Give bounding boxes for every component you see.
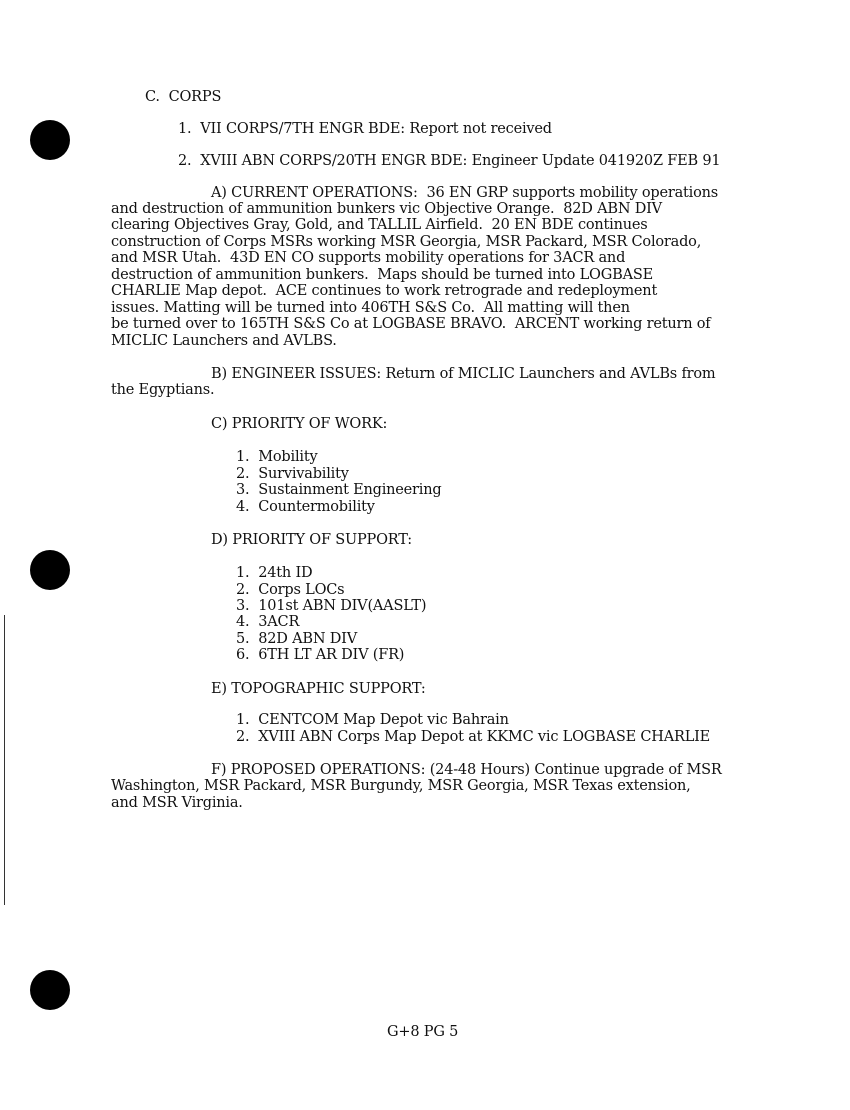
paragraph-line: MICLIC Launchers and AVLBS.	[111, 333, 337, 349]
list-item: 1. 24th ID	[236, 565, 313, 581]
list-item: 2. Survivability	[236, 466, 349, 482]
paragraph-line: CHARLIE Map depot. ACE continues to work retrograde and redeployment	[111, 283, 658, 299]
list-item: 2. Corps LOCs	[236, 582, 345, 598]
paragraph-line: Washington, MSR Packard, MSR Burgundy, MSR Georgia, MSR Texas extension,	[111, 778, 691, 794]
list-item: 1. CENTCOM Map Depot vic Bahrain	[236, 712, 509, 728]
list-item: 2. XVIII ABN Corps Map Depot at KKMC vic LOGBASE CHARLIE	[236, 729, 711, 745]
list-item: 3. 101st ABN DIV(AASLT)	[236, 598, 427, 614]
paragraph-line: clearing Objectives Gray, Gold, and TALLIL Airfield. 20 EN BDE continues	[111, 217, 648, 233]
list-item: 4. Countermobility	[236, 499, 375, 515]
section-heading: C. CORPS	[145, 89, 222, 105]
list-item: 3. Sustainment Engineering	[236, 482, 442, 498]
paragraph-line: and destruction of ammunition bunkers vic Objective Orange. 82D ABN DIV	[111, 201, 662, 217]
paragraph-line: issues. Matting will be turned into 406TH S&S Co. All matting will then	[111, 300, 630, 316]
punch-hole-middle	[30, 550, 70, 590]
punch-hole-bottom	[30, 970, 70, 1010]
paragraph-line: destruction of ammunition bunkers. Maps should be turned into LOGBASE	[111, 267, 653, 283]
margin-rule	[4, 615, 5, 905]
punch-hole-top	[30, 120, 70, 160]
priority-of-work-heading: C) PRIORITY OF WORK:	[211, 416, 388, 432]
paragraph-line: F) PROPOSED OPERATIONS: (24-48 Hours) Continue upgrade of MSR	[211, 762, 722, 778]
topographic-support-heading: E) TOPOGRAPHIC SUPPORT:	[211, 681, 426, 697]
paragraph-line: B) ENGINEER ISSUES: Return of MICLIC Launchers and AVLBs from	[211, 366, 716, 382]
paragraph-line: A) CURRENT OPERATIONS: 36 EN GRP supports mobility operations	[211, 185, 719, 201]
list-item: 1. Mobility	[236, 449, 318, 465]
paragraph-line: and MSR Virginia.	[111, 795, 243, 811]
list-item: 6. 6TH LT AR DIV (FR)	[236, 647, 405, 663]
paragraph-line: be turned over to 165TH S&S Co at LOGBASE BRAVO. ARCENT working return of	[111, 316, 711, 332]
priority-of-support-heading: D) PRIORITY OF SUPPORT:	[211, 532, 412, 548]
page-footer: G+8 PG 5	[387, 1024, 459, 1040]
corps-item-1: 1. VII CORPS/7TH ENGR BDE: Report not received	[178, 121, 552, 137]
corps-item-2: 2. XVIII ABN CORPS/20TH ENGR BDE: Engineer Update 041920Z FEB 91	[178, 153, 721, 169]
list-item: 4. 3ACR	[236, 614, 300, 630]
paragraph-line: the Egyptians.	[111, 382, 215, 398]
list-item: 5. 82D ABN DIV	[236, 631, 357, 647]
paragraph-line: and MSR Utah. 43D EN CO supports mobility operations for 3ACR and	[111, 250, 626, 266]
paragraph-line: construction of Corps MSRs working MSR Georgia, MSR Packard, MSR Colorado,	[111, 234, 702, 250]
